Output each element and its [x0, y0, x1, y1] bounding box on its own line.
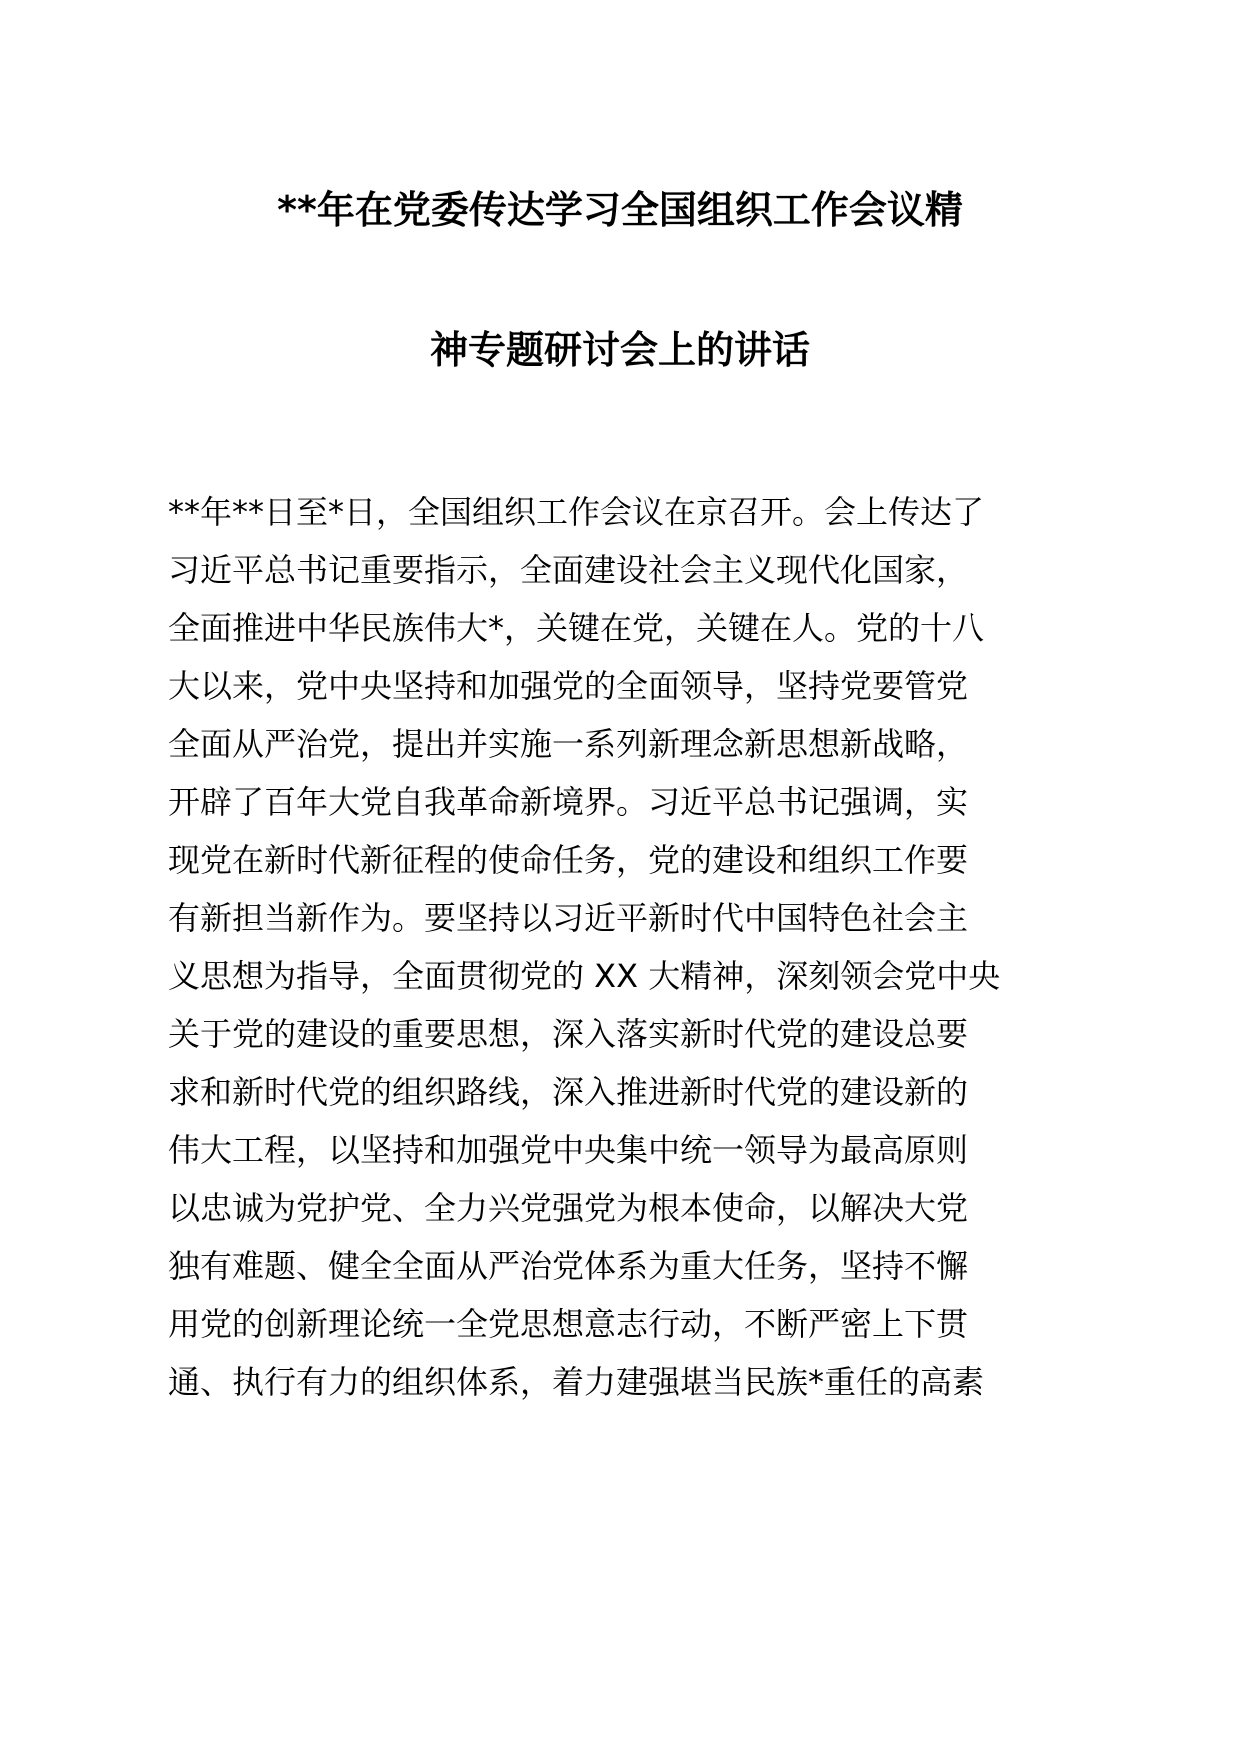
body-line: 全面推进中华民族伟大*，关键在党，关键在人。党的十八 — [168, 609, 985, 647]
document-title-line-1: **年在党委传达学习全国组织工作会议精 — [277, 188, 963, 232]
document-title-line-2: 神专题研讨会上的讲话 — [429, 328, 810, 372]
body-line: 全面从严治党，提出并实施一系列新理念新思想新战略， — [168, 725, 969, 763]
body-line: 开辟了百年大党自我革命新境界。习近平总书记强调，实 — [168, 783, 969, 821]
body-line: 求和新时代党的组织路线，深入推进新时代党的建设新的 — [168, 1073, 969, 1111]
body-line: 习近平总书记重要指示，全面建设社会主义现代化国家， — [168, 551, 969, 589]
body-line: 用党的创新理论统一全党思想意志行动，不断严密上下贯 — [168, 1305, 969, 1343]
body-line: 义思想为指导，全面贯彻党的 XX 大精神，深刻领会党中央 — [168, 957, 1001, 995]
body-line: 通、执行有力的组织体系，着力建强堪当民族*重任的高素 — [168, 1363, 985, 1401]
body-line: 现党在新时代新征程的使命任务，党的建设和组织工作要 — [168, 841, 969, 879]
body-line: 独有难题、健全全面从严治党体系为重大任务，坚持不懈 — [168, 1247, 969, 1285]
body-line: **年**日至*日，全国组织工作会议在京召开。会上传达了 — [168, 493, 985, 531]
body-line: 伟大工程，以坚持和加强党中央集中统一领导为最高原则 — [168, 1131, 969, 1169]
body-line: 以忠诚为党护党、全力兴党强党为根本使命，以解决大党 — [168, 1189, 969, 1227]
body-line: 有新担当新作为。要坚持以习近平新时代中国特色社会主 — [168, 899, 969, 937]
body-line: 关于党的建设的重要思想，深入落实新时代党的建设总要 — [168, 1015, 969, 1053]
body-line: 大以来，党中央坚持和加强党的全面领导，坚持党要管党 — [168, 667, 969, 705]
